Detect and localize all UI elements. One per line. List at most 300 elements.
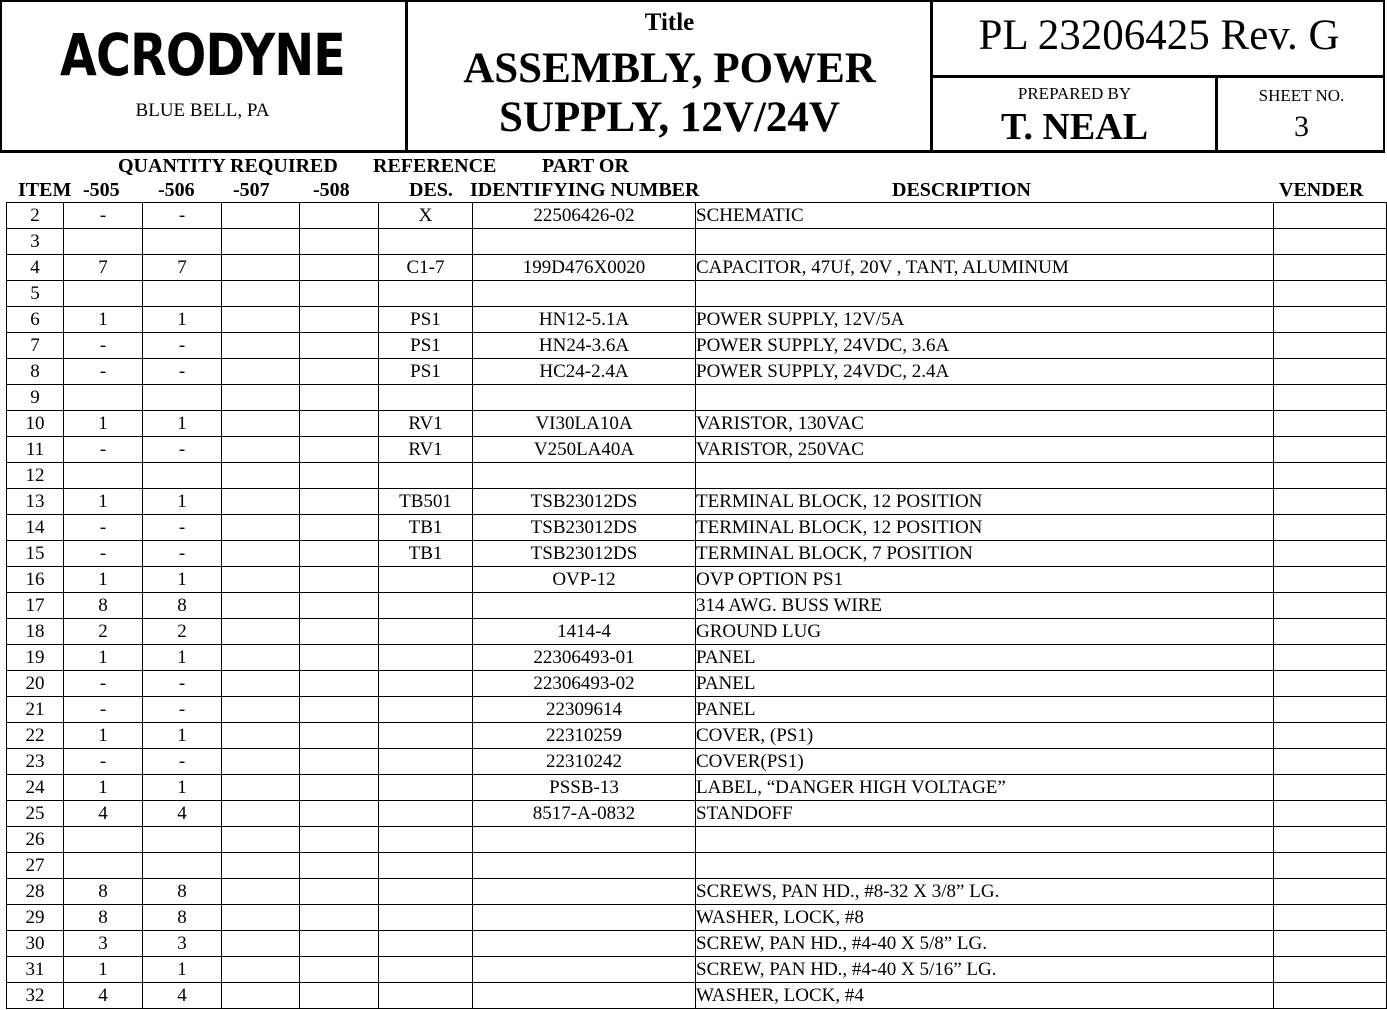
qty-508-cell xyxy=(300,541,379,567)
header-505: -505 xyxy=(83,179,120,201)
header-507: -507 xyxy=(233,179,270,201)
part-number-cell: V250LA40A xyxy=(473,437,696,463)
header-des: DES. xyxy=(409,179,453,201)
qty-505-cell: 1 xyxy=(64,489,143,515)
qty-508-cell xyxy=(300,229,379,255)
part-number-cell xyxy=(473,957,696,983)
qty-508-cell xyxy=(300,619,379,645)
vender-cell xyxy=(1274,593,1387,619)
qty-506-cell: - xyxy=(143,333,222,359)
reference-designator-cell xyxy=(379,619,473,645)
qty-506-cell: 8 xyxy=(143,905,222,931)
vender-cell xyxy=(1274,281,1387,307)
vender-cell xyxy=(1274,385,1387,411)
reference-designator-cell xyxy=(379,229,473,255)
description-cell xyxy=(696,385,1274,411)
vender-cell xyxy=(1274,333,1387,359)
header-part-or: PART OR xyxy=(542,155,629,177)
table-row xyxy=(7,905,1387,931)
reference-designator-cell xyxy=(379,879,473,905)
vender-cell xyxy=(1274,515,1387,541)
description-cell: TERMINAL BLOCK, 12 POSITION xyxy=(696,489,1274,515)
description-cell xyxy=(696,853,1274,879)
item-cell: 11 xyxy=(7,437,64,463)
table-row xyxy=(7,411,1387,437)
qty-505-cell: - xyxy=(64,437,143,463)
qty-505-cell: 8 xyxy=(64,905,143,931)
vender-cell xyxy=(1274,307,1387,333)
reference-designator-cell: X xyxy=(379,203,473,229)
header-508: -508 xyxy=(313,179,350,201)
header-description: DESCRIPTION xyxy=(892,179,1031,201)
qty-505-cell: 2 xyxy=(64,619,143,645)
qty-507-cell xyxy=(222,853,300,879)
item-cell: 31 xyxy=(7,957,64,983)
qty-508-cell xyxy=(300,255,379,281)
qty-506-cell xyxy=(143,853,222,879)
qty-507-cell xyxy=(222,879,300,905)
qty-508-cell xyxy=(300,879,379,905)
qty-505-cell: 8 xyxy=(64,593,143,619)
qty-506-cell: 8 xyxy=(143,879,222,905)
parts-list-table xyxy=(6,202,1387,1009)
table-row xyxy=(7,385,1387,411)
reference-designator-cell xyxy=(379,749,473,775)
vender-cell xyxy=(1274,853,1387,879)
qty-508-cell xyxy=(300,307,379,333)
qty-507-cell xyxy=(222,229,300,255)
qty-507-cell xyxy=(222,541,300,567)
item-cell: 22 xyxy=(7,723,64,749)
header-item: ITEM xyxy=(18,179,72,201)
qty-507-cell xyxy=(222,593,300,619)
qty-507-cell xyxy=(222,619,300,645)
item-cell: 24 xyxy=(7,775,64,801)
vender-cell xyxy=(1274,255,1387,281)
qty-508-cell xyxy=(300,801,379,827)
description-cell: TERMINAL BLOCK, 12 POSITION xyxy=(696,515,1274,541)
qty-506-cell: - xyxy=(143,203,222,229)
part-number-cell: HN24-3.6A xyxy=(473,333,696,359)
qty-507-cell xyxy=(222,463,300,489)
qty-507-cell xyxy=(222,567,300,593)
part-number-cell xyxy=(473,229,696,255)
qty-505-cell: 1 xyxy=(64,411,143,437)
qty-505-cell: - xyxy=(64,541,143,567)
qty-507-cell xyxy=(222,333,300,359)
qty-506-cell: - xyxy=(143,697,222,723)
reference-designator-cell xyxy=(379,671,473,697)
qty-508-cell xyxy=(300,359,379,385)
qty-506-cell: 1 xyxy=(143,567,222,593)
qty-508-cell xyxy=(300,281,379,307)
part-number-cell xyxy=(473,931,696,957)
vender-cell xyxy=(1274,957,1387,983)
qty-508-cell xyxy=(300,957,379,983)
qty-505-cell: 3 xyxy=(64,931,143,957)
reference-designator-cell xyxy=(379,697,473,723)
vender-cell xyxy=(1274,359,1387,385)
table-row xyxy=(7,697,1387,723)
reference-designator-cell xyxy=(379,931,473,957)
qty-505-cell xyxy=(64,853,143,879)
qty-507-cell xyxy=(222,307,300,333)
part-list-number: PL 23206425 Rev. G xyxy=(978,12,1340,59)
sheet-number-label: SHEET NO. xyxy=(1258,86,1345,105)
reference-designator-cell xyxy=(379,983,473,1009)
part-number-cell: 22309614 xyxy=(473,697,696,723)
table-row xyxy=(7,671,1387,697)
vender-cell xyxy=(1274,749,1387,775)
item-cell: 19 xyxy=(7,645,64,671)
description-cell: GROUND LUG xyxy=(696,619,1274,645)
part-number-cell: 22506426-02 xyxy=(473,203,696,229)
vender-cell xyxy=(1274,671,1387,697)
table-row xyxy=(7,203,1387,229)
vender-cell xyxy=(1274,775,1387,801)
item-cell: 7 xyxy=(7,333,64,359)
qty-506-cell xyxy=(143,827,222,853)
part-number-cell xyxy=(473,827,696,853)
description-cell: VARISTOR, 250VAC xyxy=(696,437,1274,463)
qty-507-cell xyxy=(222,931,300,957)
qty-506-cell: 2 xyxy=(143,619,222,645)
description-cell: SCREW, PAN HD., #4-40 X 5/8” LG. xyxy=(696,931,1274,957)
qty-508-cell xyxy=(300,697,379,723)
qty-507-cell xyxy=(222,489,300,515)
table-row xyxy=(7,307,1387,333)
qty-506-cell: 8 xyxy=(143,593,222,619)
description-cell xyxy=(696,463,1274,489)
table-row xyxy=(7,749,1387,775)
table-row xyxy=(7,879,1387,905)
qty-505-cell: - xyxy=(64,515,143,541)
qty-505-cell: 7 xyxy=(64,255,143,281)
item-cell: 23 xyxy=(7,749,64,775)
item-cell: 6 xyxy=(7,307,64,333)
item-cell: 21 xyxy=(7,697,64,723)
qty-508-cell xyxy=(300,749,379,775)
item-cell: 16 xyxy=(7,567,64,593)
reference-designator-cell: TB501 xyxy=(379,489,473,515)
vender-cell xyxy=(1274,437,1387,463)
company-logo: ACRODYNE xyxy=(60,21,345,89)
part-number-cell: 22310242 xyxy=(473,749,696,775)
title-line-2: SUPPLY, 12V/24V xyxy=(499,94,840,141)
table-row xyxy=(7,281,1387,307)
part-number-cell: 22310259 xyxy=(473,723,696,749)
qty-508-cell xyxy=(300,463,379,489)
table-row xyxy=(7,801,1387,827)
qty-505-cell: - xyxy=(64,203,143,229)
description-cell: PANEL xyxy=(696,697,1274,723)
qty-506-cell xyxy=(143,463,222,489)
vender-cell xyxy=(1274,541,1387,567)
table-row xyxy=(7,723,1387,749)
vender-cell xyxy=(1274,645,1387,671)
part-number-cell xyxy=(473,463,696,489)
part-number-cell: 22306493-01 xyxy=(473,645,696,671)
qty-508-cell xyxy=(300,723,379,749)
item-cell: 14 xyxy=(7,515,64,541)
item-cell: 18 xyxy=(7,619,64,645)
description-cell xyxy=(696,827,1274,853)
qty-505-cell xyxy=(64,463,143,489)
qty-508-cell xyxy=(300,385,379,411)
header-identifying-number: IDENTIFYING NUMBER xyxy=(470,179,700,201)
qty-505-cell: 1 xyxy=(64,775,143,801)
description-cell: LABEL, “DANGER HIGH VOLTAGE” xyxy=(696,775,1274,801)
qty-508-cell xyxy=(300,827,379,853)
qty-507-cell xyxy=(222,671,300,697)
qty-507-cell xyxy=(222,801,300,827)
part-number-cell: TSB23012DS xyxy=(473,515,696,541)
qty-506-cell: 4 xyxy=(143,983,222,1009)
item-cell: 32 xyxy=(7,983,64,1009)
qty-505-cell: 4 xyxy=(64,801,143,827)
qty-506-cell: - xyxy=(143,359,222,385)
border-left xyxy=(0,2,2,152)
vender-cell xyxy=(1274,411,1387,437)
reference-designator-cell xyxy=(379,281,473,307)
qty-508-cell xyxy=(300,905,379,931)
header-quantity-required: QUANTITY REQUIRED xyxy=(118,155,338,177)
item-cell: 15 xyxy=(7,541,64,567)
part-number-cell xyxy=(473,593,696,619)
table-row xyxy=(7,957,1387,983)
item-cell: 29 xyxy=(7,905,64,931)
description-cell: POWER SUPPLY, 24VDC, 3.6A xyxy=(696,333,1274,359)
table-row xyxy=(7,775,1387,801)
item-cell: 3 xyxy=(7,229,64,255)
table-row xyxy=(7,541,1387,567)
qty-507-cell xyxy=(222,723,300,749)
part-number-cell: HN12-5.1A xyxy=(473,307,696,333)
part-number-cell: 1414-4 xyxy=(473,619,696,645)
vender-cell xyxy=(1274,827,1387,853)
vender-cell xyxy=(1274,567,1387,593)
qty-505-cell: 4 xyxy=(64,983,143,1009)
header-506: -506 xyxy=(158,179,195,201)
reference-designator-cell xyxy=(379,853,473,879)
qty-508-cell xyxy=(300,775,379,801)
reference-designator-cell xyxy=(379,905,473,931)
item-cell: 26 xyxy=(7,827,64,853)
part-number-cell: OVP-12 xyxy=(473,567,696,593)
table-row xyxy=(7,853,1387,879)
vender-cell xyxy=(1274,879,1387,905)
part-number-cell xyxy=(473,905,696,931)
description-cell: WASHER, LOCK, #8 xyxy=(696,905,1274,931)
qty-505-cell: 8 xyxy=(64,879,143,905)
qty-505-cell xyxy=(64,385,143,411)
table-row xyxy=(7,333,1387,359)
part-number-cell: TSB23012DS xyxy=(473,489,696,515)
title-line-1: ASSEMBLY, POWER xyxy=(463,45,876,92)
part-number-cell: 199D476X0020 xyxy=(473,255,696,281)
description-cell: PANEL xyxy=(696,645,1274,671)
description-cell: VARISTOR, 130VAC xyxy=(696,411,1274,437)
qty-505-cell: 1 xyxy=(64,723,143,749)
description-cell: POWER SUPPLY, 12V/5A xyxy=(696,307,1274,333)
qty-508-cell xyxy=(300,853,379,879)
reference-designator-cell: RV1 xyxy=(379,411,473,437)
item-cell: 20 xyxy=(7,671,64,697)
reference-designator-cell xyxy=(379,645,473,671)
qty-506-cell: 1 xyxy=(143,723,222,749)
item-cell: 25 xyxy=(7,801,64,827)
item-cell: 28 xyxy=(7,879,64,905)
item-cell: 8 xyxy=(7,359,64,385)
qty-507-cell xyxy=(222,385,300,411)
item-cell: 17 xyxy=(7,593,64,619)
divider xyxy=(930,75,1385,78)
table-row xyxy=(7,619,1387,645)
table-row xyxy=(7,645,1387,671)
qty-508-cell xyxy=(300,515,379,541)
item-cell: 13 xyxy=(7,489,64,515)
part-number-cell xyxy=(473,879,696,905)
reference-designator-cell: PS1 xyxy=(379,333,473,359)
vender-cell xyxy=(1274,489,1387,515)
qty-508-cell xyxy=(300,567,379,593)
part-number-cell: HC24-2.4A xyxy=(473,359,696,385)
reference-designator-cell xyxy=(379,827,473,853)
qty-506-cell: 3 xyxy=(143,931,222,957)
qty-507-cell xyxy=(222,411,300,437)
description-cell: 314 AWG. BUSS WIRE xyxy=(696,593,1274,619)
qty-506-cell: 1 xyxy=(143,775,222,801)
reference-designator-cell xyxy=(379,567,473,593)
part-number-cell xyxy=(473,983,696,1009)
qty-506-cell: 4 xyxy=(143,801,222,827)
vender-cell xyxy=(1274,203,1387,229)
description-cell: OVP OPTION PS1 xyxy=(696,567,1274,593)
qty-507-cell xyxy=(222,437,300,463)
item-cell: 30 xyxy=(7,931,64,957)
part-number-cell: 8517-A-0832 xyxy=(473,801,696,827)
description-cell: CAPACITOR, 47Uf, 20V , TANT, ALUMINUM xyxy=(696,255,1274,281)
description-cell: WASHER, LOCK, #4 xyxy=(696,983,1274,1009)
table-row xyxy=(7,255,1387,281)
header-vender: VENDER xyxy=(1279,179,1364,201)
qty-506-cell xyxy=(143,385,222,411)
qty-508-cell xyxy=(300,931,379,957)
qty-507-cell xyxy=(222,203,300,229)
description-cell: STANDOFF xyxy=(696,801,1274,827)
table-row xyxy=(7,983,1387,1009)
qty-505-cell xyxy=(64,281,143,307)
description-cell: TERMINAL BLOCK, 7 POSITION xyxy=(696,541,1274,567)
sheet-number: 3 xyxy=(1294,110,1309,143)
prepared-by-label: PREPARED BY xyxy=(1017,84,1132,103)
description-cell: COVER(PS1) xyxy=(696,749,1274,775)
company-location: BLUE BELL, PA xyxy=(135,100,270,121)
qty-506-cell: - xyxy=(143,541,222,567)
qty-508-cell xyxy=(300,593,379,619)
table-row xyxy=(7,515,1387,541)
reference-designator-cell xyxy=(379,385,473,411)
item-cell: 2 xyxy=(7,203,64,229)
item-cell: 12 xyxy=(7,463,64,489)
item-cell: 4 xyxy=(7,255,64,281)
reference-designator-cell xyxy=(379,593,473,619)
reference-designator-cell xyxy=(379,723,473,749)
qty-507-cell xyxy=(222,905,300,931)
qty-505-cell xyxy=(64,229,143,255)
table-row xyxy=(7,489,1387,515)
qty-506-cell: 1 xyxy=(143,307,222,333)
reference-designator-cell: TB1 xyxy=(379,515,473,541)
reference-designator-cell: C1-7 xyxy=(379,255,473,281)
table-row xyxy=(7,827,1387,853)
qty-506-cell: 1 xyxy=(143,489,222,515)
description-cell: PANEL xyxy=(696,671,1274,697)
description-cell: SCREWS, PAN HD., #8-32 X 3/8” LG. xyxy=(696,879,1274,905)
description-cell: POWER SUPPLY, 24VDC, 2.4A xyxy=(696,359,1274,385)
title-label: Title xyxy=(644,9,695,36)
description-cell: SCHEMATIC xyxy=(696,203,1274,229)
qty-506-cell xyxy=(143,281,222,307)
part-number-cell xyxy=(473,853,696,879)
part-number-cell: PSSB-13 xyxy=(473,775,696,801)
part-number-cell: 22306493-02 xyxy=(473,671,696,697)
qty-507-cell xyxy=(222,697,300,723)
description-cell xyxy=(696,281,1274,307)
reference-designator-cell: RV1 xyxy=(379,437,473,463)
description-cell xyxy=(696,229,1274,255)
qty-505-cell: - xyxy=(64,671,143,697)
qty-507-cell xyxy=(222,983,300,1009)
qty-505-cell: - xyxy=(64,749,143,775)
qty-508-cell xyxy=(300,983,379,1009)
description-cell: COVER, (PS1) xyxy=(696,723,1274,749)
qty-507-cell xyxy=(222,775,300,801)
vender-cell xyxy=(1274,463,1387,489)
table-row xyxy=(7,593,1387,619)
table-row xyxy=(7,463,1387,489)
qty-507-cell xyxy=(222,515,300,541)
qty-505-cell: - xyxy=(64,333,143,359)
part-number-cell xyxy=(473,385,696,411)
qty-506-cell: - xyxy=(143,671,222,697)
reference-designator-cell xyxy=(379,775,473,801)
qty-508-cell xyxy=(300,671,379,697)
qty-505-cell: 1 xyxy=(64,307,143,333)
vender-cell xyxy=(1274,931,1387,957)
reference-designator-cell xyxy=(379,801,473,827)
qty-507-cell xyxy=(222,645,300,671)
qty-506-cell: - xyxy=(143,437,222,463)
qty-507-cell xyxy=(222,255,300,281)
qty-507-cell xyxy=(222,827,300,853)
qty-505-cell: - xyxy=(64,359,143,385)
item-cell: 27 xyxy=(7,853,64,879)
table-row xyxy=(7,359,1387,385)
qty-507-cell xyxy=(222,749,300,775)
table-row xyxy=(7,931,1387,957)
qty-505-cell xyxy=(64,827,143,853)
vender-cell xyxy=(1274,619,1387,645)
part-number-cell: VI30LA10A xyxy=(473,411,696,437)
table-row xyxy=(7,229,1387,255)
vender-cell xyxy=(1274,697,1387,723)
qty-506-cell: - xyxy=(143,515,222,541)
vender-cell xyxy=(1274,983,1387,1009)
qty-508-cell xyxy=(300,489,379,515)
title-block xyxy=(0,0,1385,153)
part-number-cell: TSB23012DS xyxy=(473,541,696,567)
